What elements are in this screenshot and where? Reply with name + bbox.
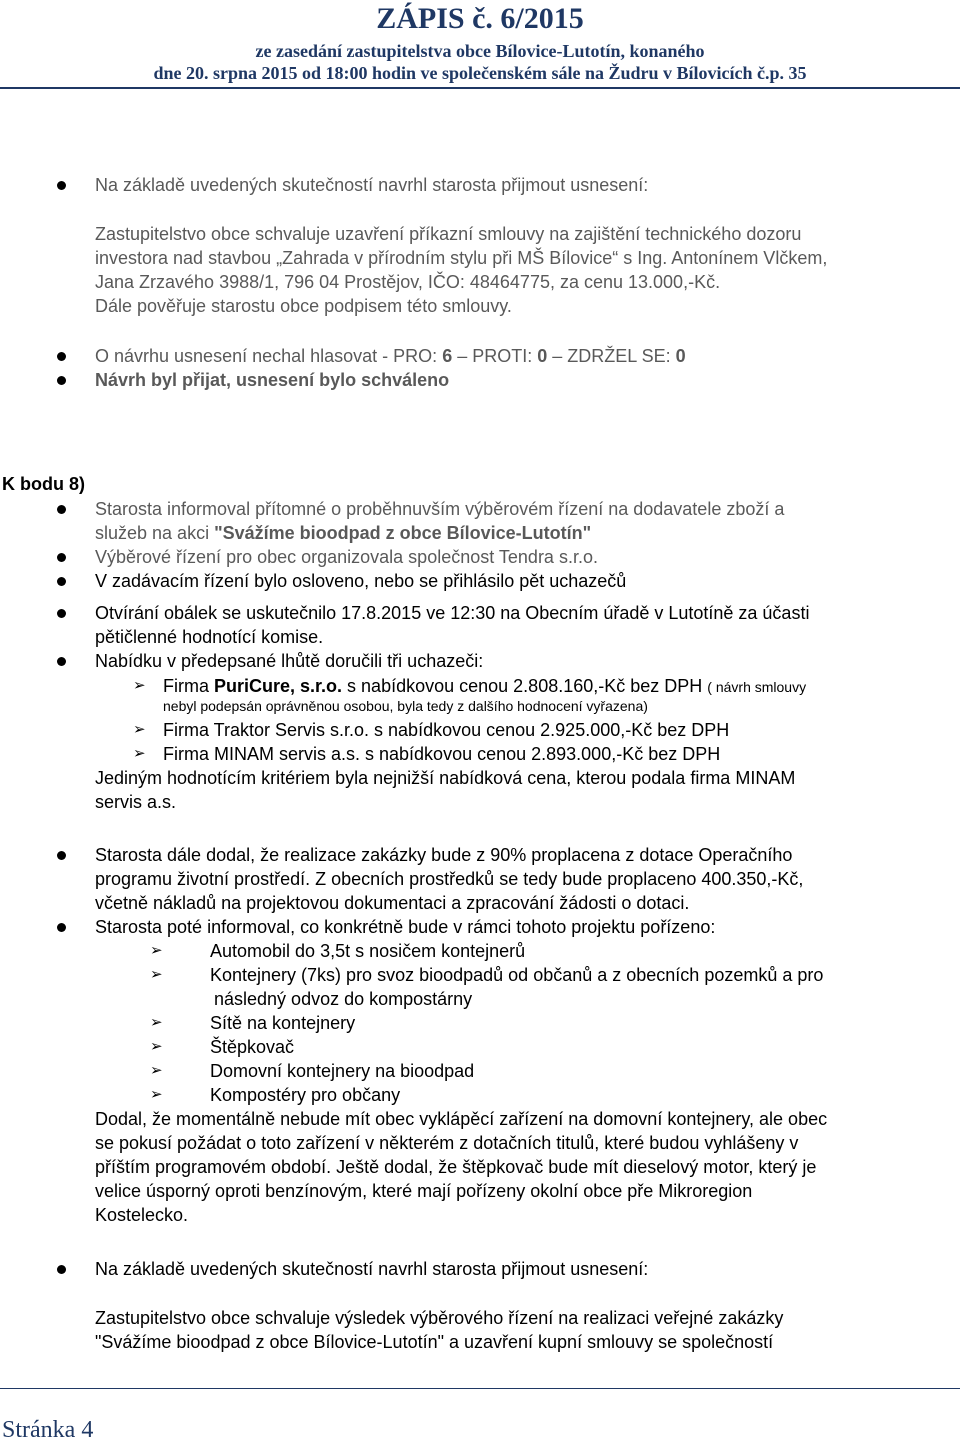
offer-item: Firma MINAM servis a.s. s nabídkovou cenou 2.893.000,-Kč bez DPH: [163, 744, 721, 764]
bullet-icon: [57, 609, 66, 618]
explanation-line: se pokusí požádat o toto zařízení v některém z dotačních titulů, které budou vyhlášeny v: [95, 1133, 799, 1153]
vote-label: – ZDRŽEL SE:: [547, 346, 676, 366]
project-name: "Svážíme bioodpad z obce Bílovice-Lutotín": [214, 523, 592, 543]
arrow-bullet-icon: ➢: [133, 677, 146, 694]
explanation-line: velice úsporný oproti benzínovým, které mají pořízeny okolní obce pře Mikroregion: [95, 1181, 753, 1201]
purchase-item: Kompostéry pro občany: [210, 1085, 401, 1105]
bullet-icon: [57, 577, 66, 586]
proposal-intro: Na základě uvedených skutečností navrhl starosta přijmout usnesení:: [95, 175, 649, 195]
vote-zdrzel-count: 0: [675, 346, 686, 366]
proposal-intro: Na základě uvedených skutečností navrhl starosta přijmout usnesení:: [95, 1259, 649, 1279]
bullet-icon: [57, 505, 66, 514]
page-label: Stránka: [2, 1417, 82, 1443]
envelope-opening-line2: pětičlenné hodnotící komise.: [95, 627, 324, 647]
arrow-bullet-icon: ➢: [133, 745, 146, 762]
purchase-item: Kontejnery (7ks) pro svoz bioodpadů od občanů a z obecních pozemků a pro: [210, 965, 824, 985]
document-title: ZÁPIS č. 6/2015: [376, 2, 584, 35]
purchase-item: Sítě na kontejnery: [210, 1013, 356, 1033]
vote-pro-count: 6: [442, 346, 453, 366]
tender-info-line2: [95, 521, 591, 545]
section-heading: K bodu 8): [2, 474, 85, 494]
tender-organizer: Výběrové řízení pro obec organizovala společnost Tendra s.r.o.: [95, 547, 598, 567]
offer-company: PuriCure, s.r.o.: [214, 676, 343, 696]
explanation-line: Kostelecko.: [95, 1205, 189, 1225]
criterion-line2: servis a.s.: [95, 792, 177, 812]
bullet-icon: [57, 657, 66, 666]
footer-divider: [0, 1388, 960, 1389]
page-number: 4: [81, 1417, 94, 1443]
offer-text: s nabídkovou cenou 2.808.160,-Kč bez DPH: [342, 676, 708, 696]
vote-label: – PROTI:: [452, 346, 538, 366]
vote-label: O návrhu usnesení nechal hlasovat - PRO:: [95, 346, 443, 366]
offer-item: Firma Traktor Servis s.r.o. s nabídkovou cenou 2.925.000,-Kč bez DPH: [163, 720, 730, 740]
bullet-icon: [57, 553, 66, 562]
explanation-line: Dodal, že momentálně nebude mít obec vyklápěcí zařízení na domovní kontejnery, ale obec: [95, 1109, 828, 1129]
bullet-icon: [57, 352, 66, 361]
resolution-line: investora nad stavbou „Zahrada v přírodním stylu při MŠ Bílovice“ s Ing. Antonínem Vlčkem,: [95, 248, 828, 268]
offer-text: Firma: [163, 676, 214, 696]
purchase-item: Štěpkovač: [210, 1037, 295, 1057]
tender-applicants: V zadávacím řízení bylo osloveno, nebo se přihlásilo pět uchazečů: [95, 571, 627, 591]
header-subtitle-line2: dne 20. srpna 2015 od 18:00 hodin ve společenském sále na Žudru v Bílovicích č.p. 35: [153, 63, 807, 83]
page-footer: [2, 1417, 93, 1444]
bullet-icon: [57, 181, 66, 190]
purchase-item-continued: následný odvoz do kompostárny: [214, 989, 473, 1009]
bullet-icon: [57, 376, 66, 385]
offer-item: [163, 674, 806, 699]
resolution-line: Dále pověřuje starostu obce podpisem této smlouvy.: [95, 296, 512, 316]
tender-info-line1: Starosta informoval přítomné o proběhnuvším výběrovém řízení na dodavatele zboží a: [95, 499, 785, 519]
resolution-line: "Svážíme bioodpad z obce Bílovice-Lutotín" a uzavření kupní smlouvy se společností: [95, 1332, 774, 1352]
arrow-bullet-icon: ➢: [150, 1086, 163, 1103]
bullet-icon: [57, 923, 66, 932]
purchase-item: Domovní kontejnery na bioodpad: [210, 1061, 475, 1081]
arrow-bullet-icon: ➢: [133, 721, 146, 738]
arrow-bullet-icon: ➢: [150, 1014, 163, 1031]
tender-info-text: služeb na akci: [95, 523, 215, 543]
bullet-icon: [57, 851, 66, 860]
arrow-bullet-icon: ➢: [150, 1038, 163, 1055]
header-divider: [0, 87, 960, 89]
explanation-line: příštím programovém období. Ještě dodal, že štěpkovač bude mít dieselový motor, který je: [95, 1157, 817, 1177]
subsidy-line1: Starosta dále dodal, že realizace zakázky bude z 90% proplacena z dotace Operačního: [95, 845, 793, 865]
subsidy-line3: včetně nákladů na projektovou dokumentaci a zpracování žádosti o dotaci.: [95, 893, 690, 913]
purchase-item: Automobil do 3,5t s nosičem kontejnerů: [210, 941, 526, 961]
vote-proti-count: 0: [537, 346, 548, 366]
arrow-bullet-icon: ➢: [150, 1062, 163, 1079]
offers-intro: Nabídku v předepsané lhůtě doručili tři uchazeči:: [95, 651, 484, 671]
arrow-bullet-icon: ➢: [150, 942, 163, 959]
resolution-line: Jana Zrzavého 3988/1, 796 04 Prostějov, IČO: 48464775, za cenu 13.000,-Kč.: [95, 272, 721, 292]
envelope-opening-line1: Otvírání obálek se uskutečnilo 17.8.2015 ve 12:30 na Obecním úřadě v Lutotíně za účasti: [95, 603, 810, 623]
subsidy-line2: programu životní prostředí. Z obecních prostředků se tedy bude proplaceno 400.350,-Kč,: [95, 869, 804, 889]
header-subtitle-line1: ze zasedání zastupitelstva obce Bílovice-Lutotín, konaného: [255, 41, 705, 61]
resolution-line: Zastupitelstvo obce schvaluje uzavření příkazní smlouvy na zajištění technického dozoru: [95, 224, 802, 244]
vote-outcome: Návrh byl přijat, usnesení bylo schváleno: [95, 370, 450, 390]
bullet-icon: [57, 1265, 66, 1274]
offer-note: ( návrh smlouvy: [707, 679, 807, 695]
offer-note-line2: nebyl podepsán oprávněnou osobou, byla tedy z dalšího hodnocení vyřazena): [163, 698, 648, 714]
vote-result: [95, 344, 686, 368]
resolution-line: Zastupitelstvo obce schvaluje výsledek výběrového řízení na realizaci veřejné zakázky: [95, 1308, 784, 1328]
purchase-intro: Starosta poté informoval, co konkrétně bude v rámci tohoto projektu pořízeno:: [95, 917, 716, 937]
criterion-line1: Jediným hodnotícím kritériem byla nejnižší nabídková cena, kterou podala firma MINAM: [95, 768, 796, 788]
arrow-bullet-icon: ➢: [150, 966, 163, 983]
